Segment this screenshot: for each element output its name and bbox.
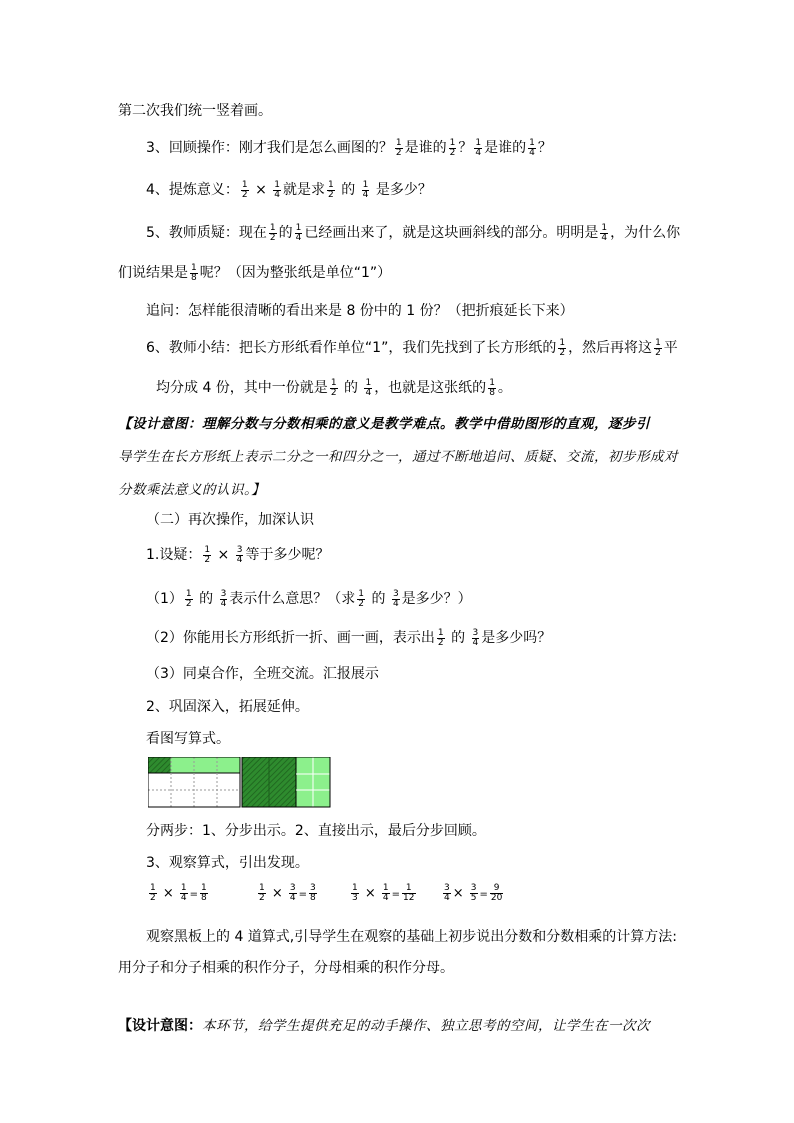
- summary-line-2: 均分成 4 份，其中一份就是 $\frac{1}{2}$ 的 $\frac{1}{4}$ ，也就是这张纸的 $\frac{1}{8}$ 。: [156, 377, 512, 398]
- fraction: $\frac{1}{2}$: [241, 179, 248, 200]
- fraction: $\frac{1}{4}$: [365, 377, 372, 398]
- fraction: $\frac{1}{2}$: [269, 222, 276, 243]
- fraction: $\frac{1}{2}$: [358, 588, 365, 609]
- equation: $\frac{1}{2}$ × $\frac{3}{4}$ = $\frac{3}{8}$: [259, 883, 316, 903]
- fraction: $\frac{3}{4}$: [220, 588, 227, 609]
- fraction: $\frac{1}{2}$: [449, 137, 456, 158]
- summary-line: 6、教师小结：把长方形纸看作单位“1”，我们先找到了长方形纸的 $\frac{1}{2}$ ，然后再将这 $\frac{1}{2}$ 平: [146, 337, 678, 358]
- text-line: （3）同桌合作，全班交流。汇报展示: [146, 666, 379, 682]
- text-line: 分两步：1、分步出示。2、直接出示，最后分步回顾。: [146, 823, 486, 839]
- design-intent-line: 分数乘法意义的认识。】: [118, 482, 266, 498]
- fraction: $\frac{1}{2}$: [559, 337, 566, 358]
- fraction: $\frac{1}{4}$: [295, 222, 302, 243]
- fraction: $\frac{1}{4}$: [362, 179, 369, 200]
- fraction: $\frac{3}{4}$: [392, 588, 399, 609]
- fraction: $\frac{1}{2}$: [437, 627, 444, 648]
- fraction: $\frac{1}{2}$: [204, 544, 211, 565]
- meaning-line: 4、提炼意义： $\frac{1}{2}$ × $\frac{1}{4}$ 就是求 $\frac{1}{2}$ 的 $\frac{1}{4}$ 是多少？: [146, 179, 432, 200]
- fraction: $\frac{1}{8}$: [191, 262, 197, 283]
- equation: $\frac{1}{2}$ × $\frac{1}{4}$ = $\frac{1}{8}$: [150, 883, 207, 903]
- fraction: $\frac{1}{2}$: [395, 137, 402, 158]
- teacher-question-line: 5、教师质疑：现在 $\frac{1}{2}$ 的 $\frac{1}{4}$ 已经画出来了，就是这块画斜线的部分。明明是 $\frac{1}{4}$ ，为什么你: [146, 222, 681, 243]
- design-intent-line: 【设计意图：本环节，给学生提供充足的动手操作、独立思考的空间，让学生在一次次: [118, 1018, 650, 1034]
- section-heading: （二）再次操作，加深认识: [146, 512, 314, 528]
- fraction: $\frac{1}{4}$: [529, 137, 535, 158]
- fraction-grid-figures: [148, 757, 332, 809]
- text-line: 3、观察算式，引出发现。: [146, 855, 309, 871]
- question-line: （1） $\frac{1}{2}$ 的 $\frac{3}{4}$ 表示什么意思？（求 $\frac{1}{2}$ 的 $\frac{3}{4}$ 是多少？）: [146, 588, 472, 609]
- design-intent-line: 【设计意图：理解分数与分数相乘的意义是教学难点。教学中借助图形的直观，逐步引: [118, 416, 650, 432]
- equation: $\frac{3}{4}$ × $\frac{3}{5}$ = $\frac{9}{20}$: [444, 883, 503, 903]
- grid-figure-left: [148, 757, 240, 807]
- fraction: $\frac{1}{4}$: [274, 179, 281, 200]
- text-line: 第二次我们统一竖着画。: [118, 103, 272, 119]
- fraction: $\frac{3}{4}$: [236, 544, 243, 565]
- fraction: $\frac{1}{4}$: [475, 137, 482, 158]
- fraction: $\frac{3}{4}$: [472, 627, 479, 648]
- fraction: $\frac{1}{2}$: [328, 179, 334, 200]
- text-line: 看图写算式。: [146, 731, 230, 747]
- equation: $\frac{1}{3}$ × $\frac{1}{4}$ = $\frac{1}{12}$: [352, 883, 415, 903]
- fraction: $\frac{1}{2}$: [655, 337, 661, 358]
- text-line: 用分子和分子相乘的积作分子，分母相乘的积作分母。: [118, 960, 454, 976]
- text-line: 2、巩固深入，拓展延伸。: [146, 699, 309, 715]
- teacher-question-line-2: 们说结果是 $\frac{1}{8}$ 呢？（因为整张纸是单位“1”）: [118, 262, 392, 283]
- fraction: $\frac{1}{8}$: [489, 377, 495, 398]
- fraction: $\frac{1}{2}$: [330, 377, 337, 398]
- review-question-line: 3、回顾操作：刚才我们是怎么画图的？ $\frac{1}{2}$ 是谁的 $\frac{1}{2}$ ？ $\frac{1}{4}$ 是谁的 $\frac{1}{4}$ ？: [146, 137, 552, 158]
- question-line: 1.设疑： $\frac{1}{2}$ × $\frac{3}{4}$ 等于多少呢？: [146, 544, 330, 565]
- fraction: $\frac{1}{2}$: [185, 588, 192, 609]
- follow-up-line: 追问：怎样能很清晰的看出来是 8 份中的 1 份？（把折痕延长下来）: [146, 303, 574, 319]
- fraction: $\frac{1}{4}$: [601, 222, 608, 243]
- grid-figure-right: [242, 757, 330, 807]
- question-line: （2）你能用长方形纸折一折、画一画，表示出 $\frac{1}{2}$ 的 $\frac{3}{4}$ 是多少吗？: [146, 627, 552, 648]
- text-line: 观察黑板上的 4 道算式,引导学生在观察的基础上初步说出分数和分数相乘的计算方法:: [146, 929, 677, 945]
- design-intent-line: 导学生在长方形纸上表示二分之一和四分之一，通过不断地追问、质疑、交流，初步形成对: [118, 449, 678, 465]
